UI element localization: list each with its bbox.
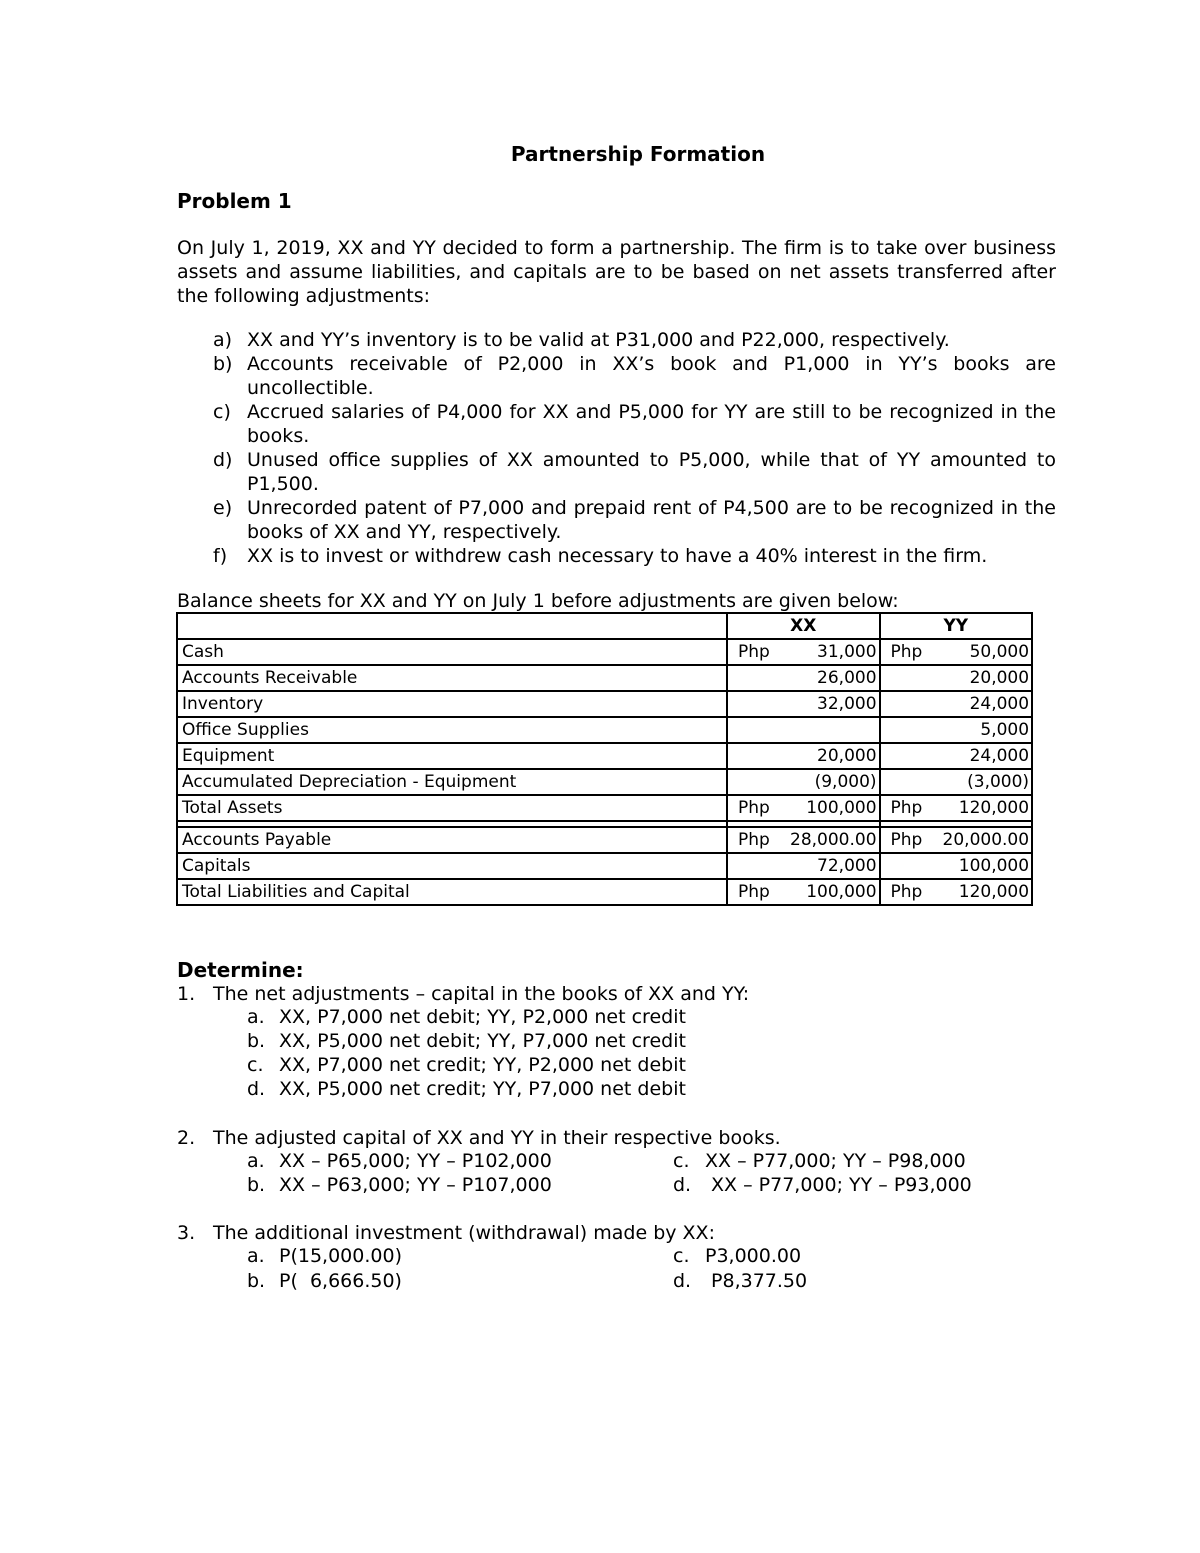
yy-amount: 20,000 <box>939 665 1033 691</box>
adjustment-marker: a) <box>213 329 233 351</box>
adjustment-item <box>177 544 1056 568</box>
option-letter: d. <box>673 1174 692 1196</box>
xx-amount: 26,000 <box>786 665 880 691</box>
option-item <box>673 1174 972 1196</box>
option-letter: a. <box>247 1006 265 1028</box>
yy-amount: 20,000.00 <box>939 827 1033 853</box>
problem-intro: On July 1, 2019, XX and YY decided to form a partnership. The firm is to take over business assets and assume liabilities, and capitals are to be based on net assets transferred after the following adjustments: <box>177 237 1056 307</box>
xx-currency <box>727 691 786 717</box>
adjustment-item <box>177 448 1056 496</box>
xx-currency <box>727 743 786 769</box>
adjustment-marker: e) <box>213 497 233 519</box>
option-text: P(15,000.00) <box>279 1245 402 1267</box>
option-letter: b. <box>247 1174 266 1196</box>
question-text: The net adjustments – capital in the books of XX and YY: <box>213 983 750 1005</box>
question-text: The additional investment (withdrawal) made by XX: <box>213 1222 715 1244</box>
yy-currency <box>880 853 939 879</box>
option-item <box>247 1006 686 1028</box>
option-item <box>673 1245 801 1267</box>
row-label: Office Supplies <box>177 717 727 743</box>
yy-amount: 24,000 <box>939 691 1033 717</box>
option-item <box>247 1030 686 1052</box>
xx-amount <box>786 717 880 743</box>
xx-currency: Php <box>727 795 786 821</box>
xx-currency: Php <box>727 879 786 905</box>
column-header-yy: YY <box>880 613 1033 639</box>
yy-currency <box>880 665 939 691</box>
yy-currency: Php <box>880 827 939 853</box>
xx-amount: 32,000 <box>786 691 880 717</box>
option-letter: a. <box>247 1245 265 1267</box>
xx-amount: (9,000) <box>786 769 880 795</box>
row-label: Total Assets <box>177 795 727 821</box>
table-row <box>177 827 1032 853</box>
adjustment-marker: d) <box>213 449 233 471</box>
xx-currency <box>727 769 786 795</box>
table-row <box>177 665 1032 691</box>
option-letter: a. <box>247 1150 265 1172</box>
xx-currency: Php <box>727 827 786 853</box>
yy-amount: (3,000) <box>939 769 1033 795</box>
adjustment-text: Accrued salaries of P4,000 for XX and P5,000 for YY are still to be recognized in the books. <box>247 401 1056 447</box>
yy-amount: 120,000 <box>939 879 1033 905</box>
xx-amount: 20,000 <box>786 743 880 769</box>
option-item <box>247 1078 686 1100</box>
row-label: Total Liabilities and Capital <box>177 879 727 905</box>
yy-amount: 5,000 <box>939 717 1033 743</box>
determine-heading: Determine: <box>177 958 304 982</box>
option-item <box>247 1174 552 1196</box>
adjustment-marker: c) <box>213 401 231 423</box>
option-text: XX, P7,000 net debit; YY, P2,000 net credit <box>279 1006 686 1028</box>
option-text: XX – P63,000; YY – P107,000 <box>279 1174 552 1196</box>
table-row <box>177 853 1032 879</box>
option-item <box>673 1270 807 1292</box>
option-text: XX – P77,000; YY – P98,000 <box>705 1150 966 1172</box>
option-item <box>247 1054 686 1076</box>
option-letter: d. <box>673 1270 692 1292</box>
option-text: XX, P5,000 net debit; YY, P7,000 net credit <box>279 1030 686 1052</box>
adjustment-item <box>177 400 1056 448</box>
option-letter: d. <box>247 1078 266 1100</box>
option-text: P( 6,666.50) <box>279 1270 402 1292</box>
yy-amount: 120,000 <box>939 795 1033 821</box>
option-text: XX – P65,000; YY – P102,000 <box>279 1150 552 1172</box>
adjustment-text: XX and YY’s inventory is to be valid at P31,000 and P22,000, respectively. <box>247 329 950 351</box>
yy-currency <box>880 769 939 795</box>
option-item <box>247 1245 402 1267</box>
adjustment-item <box>177 352 1056 400</box>
row-label: Accumulated Depreciation - Equipment <box>177 769 727 795</box>
option-text: XX, P5,000 net credit; YY, P7,000 net debit <box>279 1078 686 1100</box>
option-letter: b. <box>247 1270 266 1292</box>
option-text: P8,377.50 <box>705 1270 808 1292</box>
option-letter: c. <box>673 1150 690 1172</box>
adjustment-text: Accounts receivable of P2,000 in XX’s book and P1,000 in YY’s books are uncollectible. <box>247 353 1056 399</box>
option-text: XX – P77,000; YY – P93,000 <box>705 1174 972 1196</box>
table-row <box>177 717 1032 743</box>
table-header-blank <box>177 613 727 639</box>
xx-amount: 100,000 <box>786 879 880 905</box>
adjustment-marker: f) <box>213 545 228 567</box>
table-row <box>177 769 1032 795</box>
balance-sheet-intro: Balance sheets for XX and YY on July 1 before adjustments are given below: <box>177 590 899 612</box>
adjustment-text: XX is to invest or withdrew cash necessary to have a 40% interest in the firm. <box>247 545 988 567</box>
option-item <box>673 1150 966 1172</box>
xx-currency <box>727 853 786 879</box>
yy-currency: Php <box>880 795 939 821</box>
yy-currency <box>880 717 939 743</box>
table-row <box>177 639 1032 665</box>
adjustment-item <box>177 496 1056 544</box>
yy-amount: 100,000 <box>939 853 1033 879</box>
option-text: XX, P7,000 net credit; YY, P2,000 net debit <box>279 1054 686 1076</box>
adjustment-marker: b) <box>213 353 233 375</box>
table-row <box>177 795 1032 821</box>
yy-currency <box>880 743 939 769</box>
yy-amount: 50,000 <box>939 639 1033 665</box>
row-label: Cash <box>177 639 727 665</box>
question-number: 3. <box>177 1222 196 1244</box>
adjustment-text: Unused office supplies of XX amounted to P5,000, while that of YY amounted to P1,500. <box>247 449 1056 495</box>
option-letter: c. <box>673 1245 690 1267</box>
problem-heading: Problem 1 <box>177 189 292 213</box>
column-header-xx: XX <box>727 613 880 639</box>
row-label: Accounts Receivable <box>177 665 727 691</box>
question-number: 1. <box>177 983 196 1005</box>
table-row <box>177 691 1032 717</box>
option-letter: c. <box>247 1054 264 1076</box>
xx-currency: Php <box>727 639 786 665</box>
adjustments-list <box>177 328 1056 568</box>
option-item <box>247 1270 402 1292</box>
xx-amount: 72,000 <box>786 853 880 879</box>
option-text: P3,000.00 <box>705 1245 802 1267</box>
balance-sheet-table <box>176 612 1033 906</box>
yy-currency: Php <box>880 879 939 905</box>
xx-currency <box>727 717 786 743</box>
adjustment-item <box>177 328 1056 352</box>
row-label: Equipment <box>177 743 727 769</box>
xx-amount: 100,000 <box>786 795 880 821</box>
row-label: Capitals <box>177 853 727 879</box>
question-number: 2. <box>177 1127 196 1149</box>
xx-amount: 31,000 <box>786 639 880 665</box>
option-letter: b. <box>247 1030 266 1052</box>
table-row <box>177 743 1032 769</box>
question-text: The adjusted capital of XX and YY in their respective books. <box>213 1127 781 1149</box>
table-header-row <box>177 613 1032 639</box>
table-row <box>177 879 1032 905</box>
yy-currency: Php <box>880 639 939 665</box>
xx-amount: 28,000.00 <box>786 827 880 853</box>
adjustment-text: Unrecorded patent of P7,000 and prepaid rent of P4,500 are to be recognized in the books of XX and YY, respectively. <box>247 497 1056 543</box>
yy-amount: 24,000 <box>939 743 1033 769</box>
row-label: Inventory <box>177 691 727 717</box>
option-item <box>247 1150 552 1172</box>
xx-currency <box>727 665 786 691</box>
page-title: Partnership Formation <box>510 142 766 166</box>
row-label: Accounts Payable <box>177 827 727 853</box>
yy-currency <box>880 691 939 717</box>
